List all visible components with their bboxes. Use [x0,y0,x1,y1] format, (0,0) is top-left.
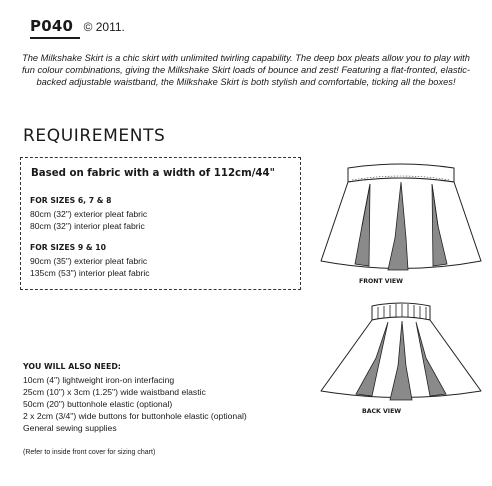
fabric-line: 80cm (32") interior pleat fabric [30,221,145,231]
supply-item: 10cm (4") lightweight iron-on interfacing [23,375,175,385]
pattern-header [30,17,125,36]
sizing-chart-note: (Refer to inside front cover for sizing chart) [23,449,156,456]
supply-item: General sewing supplies [23,423,117,433]
size-group-heading: FOR SIZES 9 & 10 [30,243,106,252]
supply-item: 25cm (10") x 3cm (1.25") wide waistband elastic [23,387,206,397]
pattern-code: P040 [30,17,74,35]
fabric-line: 90cm (35") exterior pleat fabric [30,256,148,266]
back-view-illustration [316,296,486,408]
size-group-heading: FOR SIZES 6, 7 & 8 [30,196,112,205]
fabric-width-heading: Based on fabric with a width of 112cm/44" [31,168,275,179]
requirements-title: REQUIREMENTS [23,126,166,146]
requirements-box [20,157,301,290]
front-view-label: FRONT VIEW [359,278,403,285]
front-view-illustration [316,158,486,280]
also-need-heading: YOU WILL ALSO NEED: [23,362,121,371]
supply-item: 2 x 2cm (3/4") wide buttons for buttonhole elastic (optional) [23,411,247,421]
fabric-line: 80cm (32") exterior pleat fabric [30,209,148,219]
supply-item: 50cm (20") buttonhole elastic (optional) [23,399,173,409]
back-view-label: BACK VIEW [362,408,402,415]
fabric-line: 135cm (53") interior pleat fabric [30,268,150,278]
code-underline [30,37,80,39]
copyright-text: © 2011. [83,20,125,34]
intro-paragraph: The Milkshake Skirt is a chic skirt with unlimited twirling capability. The deep box pleats allow you to play with fun colour combinations, giving the Milkshake Skirt loads of bounce and zest! Featuring a flat-fronted, elastic-backed adjustable waistband, the Milkshake Skirt is both stylish and comfortable, ticking all the boxes! [21,53,471,87]
